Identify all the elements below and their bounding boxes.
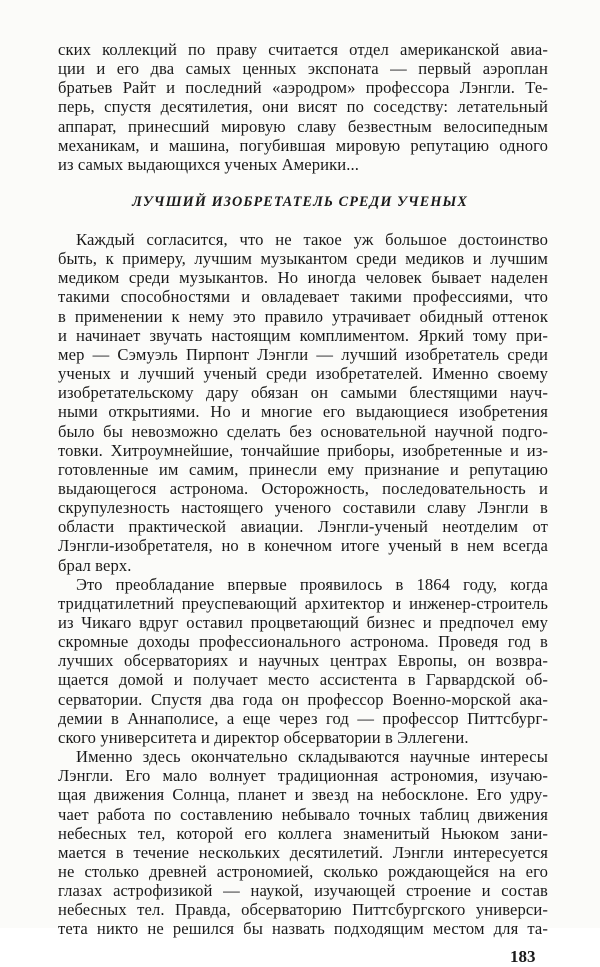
text-line: мер — Сэмуэль Пирпонт Лэнгли — лучший изобретатель среди <box>58 344 548 364</box>
text-line: такими способностями и овладевает такими профессиями, что <box>58 287 548 307</box>
text-line: области практической авиации. Лэнгли-ученый неотделим от <box>58 517 548 537</box>
text-line: скрупулезность настоящего ученого составили славу Лэнгли в <box>58 498 548 518</box>
text-line: небесных тел, которой его коллега знаменитый Ньюком зани- <box>58 823 548 843</box>
text-line: было бы невозможно сделать без основательной научной подго- <box>58 421 548 441</box>
text-line: перь, спустя десятилетия, они висят по соседству: летательный <box>58 97 548 117</box>
page-number: 183 <box>510 946 536 966</box>
text-line: из Чикаго вдруг оставил процветающий бизнес и предпочел ему <box>58 613 548 632</box>
text-line: механикам, и машина, погубившая мировую репутацию одного <box>58 135 548 155</box>
text-line: медиком среди музыкантов. Но иногда человек бывает наделен <box>58 268 548 288</box>
text-line: ции и его два самых ценных экспоната — первый аэроплан <box>58 59 548 79</box>
text-line: быть, к примеру, лучшим музыкантом среди медиков и лучшим <box>58 249 548 269</box>
text-line: небесных тел. Правда, обсерваторию Питтсбургского универси- <box>58 900 548 920</box>
text-line: Лэнгли-изобретателя, но в конечном итоге ученый в нем всегда <box>58 536 548 556</box>
text-line: щается домой и получает место ассистента в Гарвардской об- <box>58 670 548 690</box>
text-line: чает работа по составлению небывало точных таблиц движения <box>58 804 548 824</box>
text-line: ученых и лучший ученый среди изобретателей. Именно своему <box>58 364 548 384</box>
text-line: ских коллекций по праву считается отдел американской авиа- <box>58 40 548 59</box>
text-line: изобретательскому дару обязан он самыми блестящими науч- <box>58 383 548 403</box>
text-line: демии в Аннаполисе, а еще через год — профессор Питтсбург- <box>58 708 548 728</box>
text-line: глазах астрофизикой — наукой, изучающей строение и состав <box>58 881 548 901</box>
text-line: выдающегося астронома. Осторожность, последовательность и <box>58 478 548 498</box>
text-line: Именно здесь окончательно складываются научные интересы <box>76 747 548 767</box>
text-line: ского университета и директор обсерватории в Эллегени. <box>58 727 469 747</box>
text-line: в применении к нему это правило утрачивает обидный оттенок <box>58 306 548 326</box>
text-line: товки. Хитроумнейшие, тончайшие приборы, изобретенные и из- <box>58 440 548 460</box>
text-line: и начинает звучать настоящим комплиментом. Яркий тому при- <box>58 325 548 345</box>
text-line: братьев Райт и последний «аэродром» профессора Лэнгли. Те- <box>58 78 548 98</box>
section-heading: ЛУЧШИЙ ИЗОБРЕТАТЕЛЬ СРЕДИ УЧЕНЫХ <box>132 194 468 210</box>
text-line: готовленные им самим, принесли ему признание и репутацию <box>58 459 548 479</box>
text-line: аппарат, принесший мировую славу безвестным велосипедным <box>58 116 548 136</box>
text-line: не столько древней астрономией, сколько рождающейся на его <box>58 861 548 881</box>
text-line: скромные доходы профессионального астронома. Проведя год в <box>58 632 548 652</box>
text-line: тета никто не решился бы назвать подходящим местом для та- <box>58 919 548 939</box>
text-line: из самых выдающихся ученых Америки... <box>58 154 360 174</box>
text-line: мается в течение нескольких десятилетий. Лэнгли интересуется <box>58 842 548 862</box>
text-line: Лэнгли. Его мало волнует традиционная астрономия, изучаю- <box>58 766 548 786</box>
text-line: тридцатилетний преуспевающий архитектор и инженер-строитель <box>58 593 548 613</box>
text-line: Каждый согласится, что не такое уж большое достоинство <box>76 230 548 249</box>
text-line: ными открытиями. Но и многие его выдающиеся изобретения <box>58 402 548 422</box>
text-line: щая движения Солнца, планет и звезд на небосклоне. Его удру- <box>58 785 548 805</box>
text-line: серватории. Спустя два года он профессор Военно-морской ака- <box>58 689 548 709</box>
text-line: брал верх. <box>58 555 132 575</box>
text-line: лучших обсерваториях и научных центрах Европы, он возвра- <box>58 651 548 671</box>
text-line: Это преобладание впервые проявилось в 1864 году, когда <box>76 574 548 594</box>
